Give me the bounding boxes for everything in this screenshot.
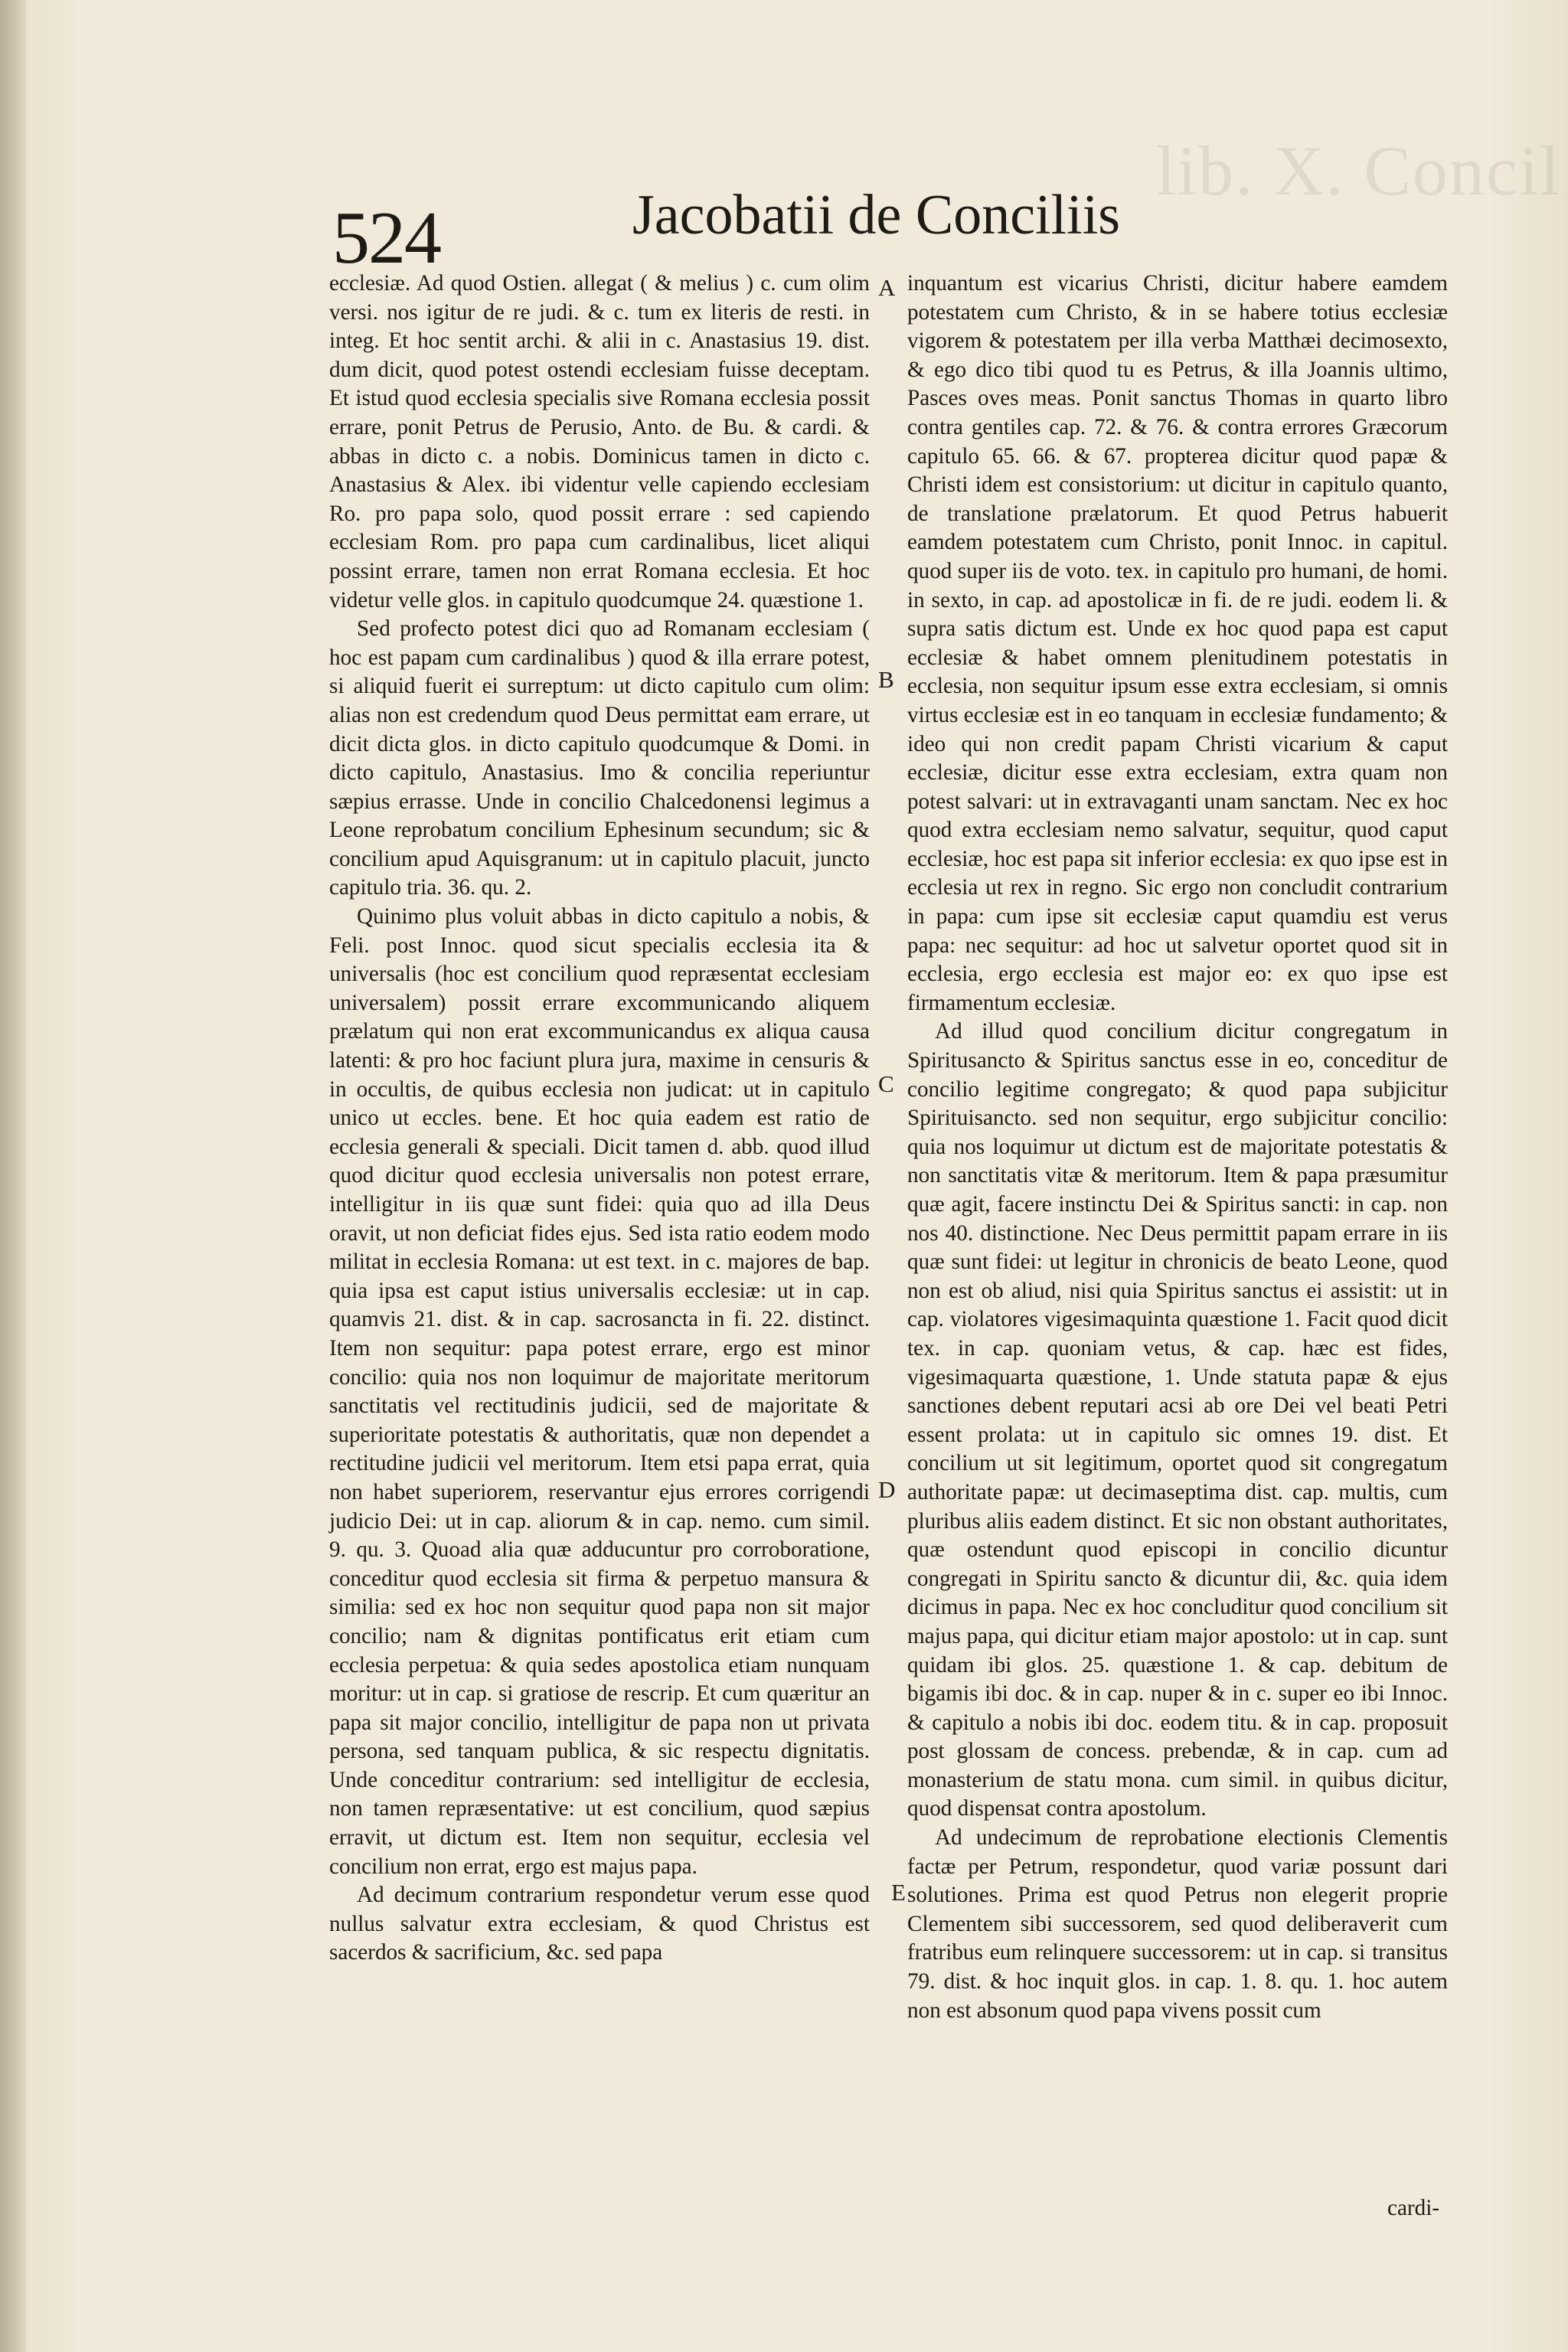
margin-letter-e: E	[891, 1879, 906, 1906]
page-number: 524	[332, 197, 440, 279]
margin-letter-d: D	[878, 1476, 896, 1503]
right-column	[907, 270, 1448, 2025]
right-paragraph: Ad undecimum de reprobatione electionis Clementis factæ per Petrum, respondetur, quod variæ possunt dari solutiones. Prima est quod Petrus non elegerit proprie Clementem sibi successorem, sed quod deliberaverit cum fratribus eum relinquere successorem: ut in cap. si transitus 79. dist. & hoc inquit glos. in cap. 1. 8. qu. 1. hoc autem non est absonum quod papa vivens possit cum	[907, 1825, 1448, 2023]
left-paragraph: Quinimo plus voluit abbas in dicto capitulo a nobis, & Feli. post Innoc. quod sicut specialis ecclesia ita & universalis (hoc est concilium quod repræsentat ecclesiam universalem) possit errare excommunicando aliquem prælatum qui non erat excommunicandus ex aliqua causa latenti: & pro hoc faciunt plura jura, maxime in censuris & in occultis, de quibus ecclesia non judicat: ut in capitulo unico ut eccles. bene. Et hoc quia eadem est ratio de ecclesia generali & speciali. Dicit tamen d. abb. quod illud quod dicitur quod ecclesia universalis non potest errare, intelligitur in iis quæ sunt fidei: quia quo ad illa Deus oravit, ut non deficiat fides ejus. Sed ista ratio eodem modo militat in ecclesia Romana: ut est text. in c. majores de bap. quia ipsa est caput istius universalis ecclesiæ: ut in cap. quamvis 21. dist. & in cap. sacrosancta in fi. 22. distinct. Item non sequitur: papa potest errare, ergo est minor concilio: quia nos non loquimur de majoritate meritorum sanctitatis vel rectitudinis judicii, sed de majoritate & superioritate potestatis & authoritatis, quæ non dependet a rectitudine judicii vel meritorum. Item etsi papa errat, quia non habet superiorem, reservantur ejus errores corrigendi judicio Dei: ut in cap. aliorum & in cap. nemo. cum simil. 9. qu. 3. Quoad alia quæ adducuntur pro corroboratione, conceditur quod ecclesia sit firma & perpetuo mansura & similia: sed ex hoc non sequitur quod papa non sit major concilio; nam & dignitas pontificatus erit etiam cum ecclesia perpetua: & quia sedes apostolica etiam nunquam moritur: ut in cap. si gratiose de rescrip. Et cum quæritur an papa sit major concilio, intelligitur de papa non ut privata persona, sed tanquam publica, & sic respectu dignitatis. Unde conceditur contrarium: sed intelligitur de ecclesia, non tamen repræsentative: ut est concilium, quod sæpius erravit, ut dictum est. Item non sequitur, ecclesia vel concilium non errat, ergo est majus papa.	[329, 904, 870, 1879]
left-paragraph: Sed profecto potest dici quo ad Romanam ecclesiam ( hoc est papam cum cardinalibus ) quod & illa errare potest, si aliquid fuerit ei surreptum: ut dicto capitulo cum olim: alias non est credendum quod Deus permittat eam errare, ut dicit dicta glos. in dicto capitulo quodcumque & Domi. in dicto capitulo, Anastasius. Imo & concilia reperiuntur sæpius errasse. Unde in concilio Chalcedonensi legimus a Leone reprobatum concilium Ephesinum secundum; sic & concilium apud Aquisgranum: ut in capitulo placuit, juncto capitulo tria. 36. qu. 2.	[329, 616, 870, 900]
bleed-through-text: lib. X. Concil	[1156, 132, 1561, 210]
catchword: cardi-	[1387, 2196, 1440, 2220]
margin-letter-a: A	[878, 274, 896, 301]
left-column	[329, 270, 870, 1968]
running-head: Jacobatii de Conciliis	[632, 184, 1121, 247]
margin-letter-c: C	[878, 1070, 894, 1097]
right-paragraph: Ad illud quod concilium dicitur congregatum in Spiritusancto & Spiritus sanctus esse in eo, conceditur de concilio legitime congregato; & quod papa subjicitur Spirituisancto. sed non sequitur, ergo subjicitur concilio: quia nos loquimur ut dictum est de majoritate potestatis & non sanctitatis vitæ & meritorum. Item & papa præsumitur quæ agit, facere instinctu Dei & Spiritus sancti: in cap. non nos 40. distinctione. Nec Deus permittit papam errare in iis quæ sunt fidei: ut legitur in chronicis de beato Leone, quod non est ob aliud, nisi quia Spiritus sanctus ei assistit: ut in cap. violatores vigesimaquinta quæstione 1. Facit quod dicit tex. in cap. quoniam vetus, & cap. hæc est fides, vigesimaquarta quæstione, 1. Unde statuta papæ & ejus sanctiones debent reputari acsi ab ore Dei vel beati Petri essent prolata: ut in capitulo sic omnes 19. dist. Et concilium ut sit legitimum, oportet quod sit congregatum authoritate papæ: ut decimaseptima dist. cap. multis, cum pluribus aliis eadem distinct. Et sic non obstant authoritates, quæ ostendunt quod episcopi in concilio dicuntur congregati in Spiritu sancto & dicuntur dii, &c. quia idem dicimus in papa. Nec ex hoc concluditur quod concilium sit majus papa, qui dicitur etiam major apostolo: ut in cap. sunt quidam ibi glos. 25. quæstione 1. & cap. debitum de bigamis ibi doc. & in cap. nuper & in c. super eo ibi Innoc. & capitulo a nobis ibi doc. eodem titu. & in cap. proposuit post glossam de concess. prebendæ, & in cap. cum ad monasterium de statu mona. cum simil. in quibus dicitur, quod dispensat contra apostolum.	[907, 1019, 1448, 1821]
right-paragraph: inquantum est vicarius Christi, dicitur habere eamdem potestatem cum Christo, & in se habere totius ecclesiæ vigorem & potestatem per illa verba Matthæi decimosexto, & ego dico tibi quod tu es Petrus, & illa Joannis ultimo, Pasces oves meas. Ponit sanctus Thomas in quarto libro contra gentiles cap. 72. & 76. & contra errores Græcorum capitulo 65. 66. & 67. propterea dicitur quod papæ & Christi idem est consistorium: ut dicitur in capitulo quanto, de translatione prælatorum. Et quod Petrus habuerit eamdem potestatem cum Christo, ponit Innoc. in capitul. quod super iis de voto. tex. in capitulo pro humani, de homi. in sexto, in cap. ad apostolicæ in fi. de re judi. eodem li. & supra satis dictum est. Unde ex hoc quod papa est caput ecclesiæ & habet omnem plenitudinem potestatis in ecclesia, non sequitur ipsum esse extra ecclesiam, si omnis virtus ecclesiæ est in eo tanquam in ecclesiæ fundamento; & ideo qui non credit papam Christi vicarium & caput ecclesiæ, dicitur esse extra ecclesiam, extra quam non potest salvari: ut in extravaganti unam sanctam. Nec ex hoc quod extra ecclesiam nemo salvatur, sequitur, quod caput ecclesiæ, hoc est papa sit inferior ecclesia: ex quo ipse est in ecclesia ut rex in regno. Sic ergo non concludit contrarium in papa: cum ipse sit ecclesiæ caput quamdiu est verus papa: nec sequitur: ad hoc ut salvetur oportet quod sit in ecclesia, ergo ecclesia est major eo: ex quo ipse est firmamentum ecclesiæ.	[907, 271, 1448, 1015]
left-paragraph: Ad decimum contrarium respondetur verum esse quod nullus salvatur extra ecclesiam, & quod Christus est sacerdos & sacrificium, &c. sed papa	[329, 1883, 870, 1965]
left-paragraph: ecclesiæ. Ad quod Ostien. allegat ( & melius ) c. cum olim versi. nos igitur de re judi. & c. tum ex literis de resti. in integ. Et hoc sentit archi. & alii in c. Anastasius 19. dist. dum dicit, quod potest ostendi ecclesiam fuisse deceptam. Et istud quod ecclesia specialis sive Romana ecclesia possit errare, ponit Petrus de Perusio, Anto. de Bu. & cardi. & abbas in dicto c. a nobis. Dominicus tamen in dicto c. Anastasius & Alex. ibi videntur velle capiendo ecclesiam Ro. pro papa solo, quod possit errare : sed capiendo ecclesiam Rom. pro papa cum cardinalibus, licet aliqui possint errare, tamen non errat Romana ecclesia. Et hoc videtur velle glos. in capitulo quodcumque 24. quæstione 1.	[329, 271, 870, 612]
book-gutter	[0, 0, 26, 2352]
margin-letter-b: B	[878, 666, 894, 693]
